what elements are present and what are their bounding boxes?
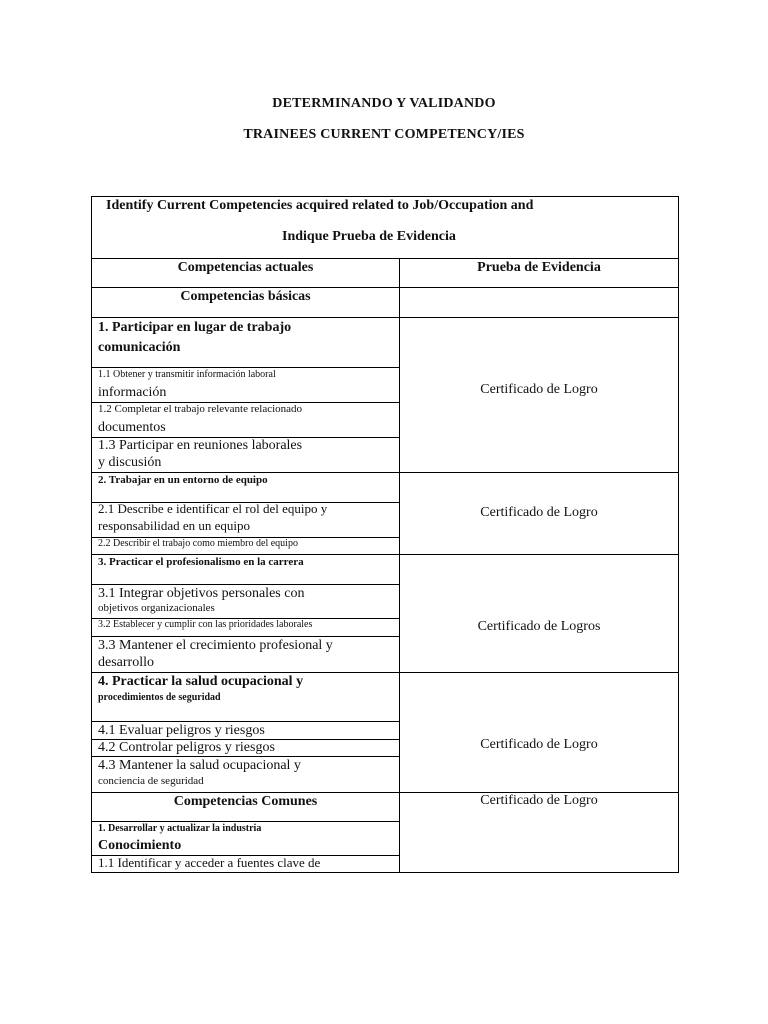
column-header-evidence: Prueba de Evidencia	[477, 260, 601, 275]
table-border-right	[678, 196, 679, 873]
competency-3-2: 3.2 Establecer y cumplir con las prioridades laborales	[98, 619, 313, 630]
common-competency-1-line-1: 1. Desarrollar y actualizar la industria	[98, 823, 262, 834]
competency-1-1-line-1: 1.1 Obtener y transmitir información laboral	[98, 369, 276, 380]
competency-1-1-line-2: información	[98, 385, 167, 400]
evidence-1: Certificado de Logro	[480, 382, 598, 397]
evidence-2: Certificado de Logro	[480, 505, 598, 520]
table-border-top	[91, 196, 679, 197]
sub-row-line	[91, 367, 400, 368]
row-line	[91, 672, 679, 673]
competency-2-1-line-2: responsabilidad en un equipo	[98, 518, 250, 533]
competency-4-line-2: procedimientos de seguridad	[98, 692, 221, 703]
competency-1-2-line-2: documentos	[98, 420, 166, 435]
competency-4-line-1: 4. Practicar la salud ocupacional y	[98, 674, 304, 689]
competency-2: 2. Trabajar en un entorno de equipo	[98, 474, 268, 486]
competency-3-1-line-1: 3.1 Integrar objetivos personales con	[98, 586, 305, 601]
sub-row-line	[91, 584, 400, 585]
sub-row-line	[91, 821, 400, 822]
competency-4-3-line-1: 4.3 Mantener la salud ocupacional y	[98, 758, 301, 773]
competency-1-line-1: 1. Participar en lugar de trabajo	[98, 320, 292, 335]
common-competency-1-1: 1.1 Identificar y acceder a fuentes clave de	[98, 855, 321, 870]
competency-1-3-line-2: y discusión	[98, 455, 162, 470]
competency-4-2: 4.2 Controlar peligros y riesgos	[98, 740, 275, 755]
document-title-line-1: DETERMINANDO Y VALIDANDO	[272, 96, 496, 111]
row-line	[91, 287, 679, 288]
competency-4-3-line-2: conciencia de seguridad	[98, 775, 204, 787]
row-line	[91, 258, 679, 259]
evidence-5: Certificado de Logro	[480, 793, 598, 808]
table-header-line-1: Identify Current Competencies acquired related to Job/Occupation and	[106, 198, 534, 213]
table-border-bottom	[91, 872, 679, 873]
row-line	[91, 317, 679, 318]
common-competency-1-line-2: Conocimiento	[98, 838, 182, 853]
sub-row-line	[91, 756, 400, 757]
evidence-4: Certificado de Logro	[480, 737, 598, 752]
competency-2-2: 2.2 Describir el trabajo como miembro del equipo	[98, 538, 298, 549]
competency-3-3-line-2: desarrollo	[98, 655, 154, 670]
section-common-competencies: Competencias Comunes	[173, 794, 318, 809]
document-title-line-2: TRAINEES CURRENT COMPETENCY/IES	[243, 127, 525, 142]
competency-3: 3. Practicar el profesionalismo en la carrera	[98, 556, 304, 568]
column-header-current: Competencias actuales	[177, 260, 314, 275]
section-basic-competencies: Competencias básicas	[180, 289, 311, 304]
competency-2-1-line-1: 2.1 Describe e identificar el rol del equipo y	[98, 501, 328, 516]
competency-4-1: 4.1 Evaluar peligros y riesgos	[98, 723, 265, 738]
table-header-line-2: Indique Prueba de Evidencia	[282, 229, 456, 244]
competency-1-line-2: comunicación	[98, 340, 181, 355]
row-line	[91, 472, 679, 473]
competency-3-1-line-2: objetivos organizacionales	[98, 602, 215, 614]
sub-row-line	[91, 636, 400, 637]
competency-3-3-line-1: 3.3 Mantener el crecimiento profesional y	[98, 638, 333, 653]
row-line	[91, 554, 679, 555]
competency-1-2-line-1: 1.2 Completar el trabajo relevante relacionado	[98, 403, 303, 415]
competency-1-3-line-1: 1.3 Participar en reuniones laborales	[98, 438, 303, 453]
evidence-3: Certificado de Logros	[477, 619, 601, 634]
column-divider	[399, 258, 400, 873]
sub-row-line	[91, 721, 400, 722]
